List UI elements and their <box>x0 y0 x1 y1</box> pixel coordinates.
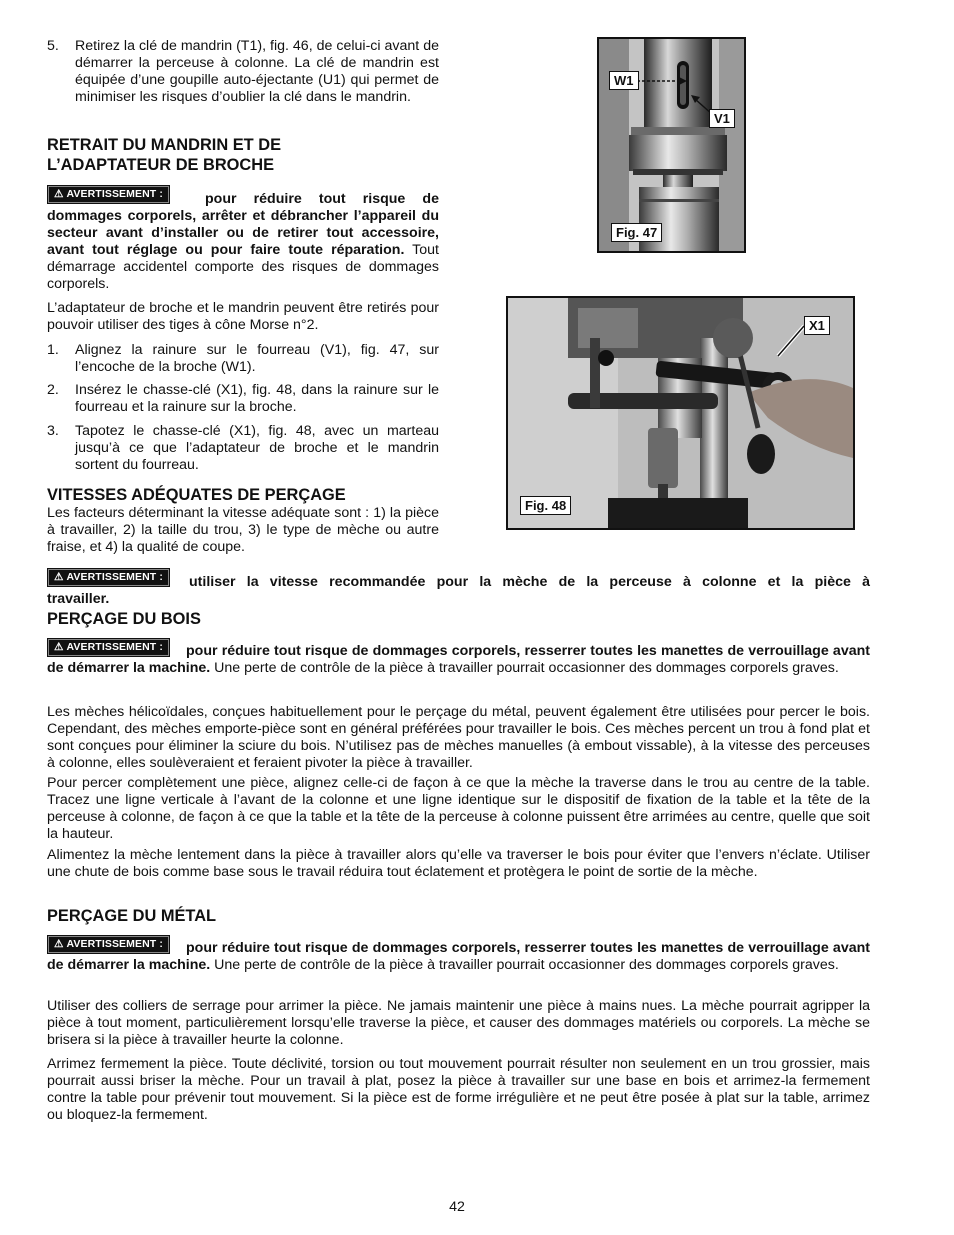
metal-paragraph-1: Utiliser des colliers de serrage pour arrimer la pièce. Ne jamais maintenir une pièce à mains nues. La mèche pourrait agripper la pièce à tout moment, particulièrement lorsqu’elle traverse la pièce, et causer des dommages matériels ou corporels. La mèche se brisera si la pièce à travailler heurte la colonne. <box>47 998 870 1048</box>
step-text: Retirez la clé de mandrin (T1), fig. 46, de celui-ci avant de démarrer la perceuse à colonne. La clé de mandrin est équipée d’une goupille auto-éjectante (U1) qui permet de minimiser les risques d’oublier la clé dans le mandrin. <box>75 38 439 105</box>
leader-line <box>508 298 853 528</box>
figure-48 <box>506 296 855 530</box>
heading-metal: PERÇAGE DU MÉTAL <box>47 907 217 925</box>
page-number: 42 <box>449 1199 465 1215</box>
warning-plain-text: Une perte de contrôle de la pièce à travailler pourrait occasionner des dommages corporels graves. <box>210 957 839 973</box>
figure-label: Fig. 47 <box>611 223 662 242</box>
warning-bold-text: dommages corporels, arrêter et débrancher l’appareil du secteur avant d’installer ou de retirer tout accessoire, avant tout réglage ou pour faire toute réparation. <box>47 208 439 258</box>
warning-badge <box>47 935 170 954</box>
warning-label: AVERTISSEMENT : <box>66 188 163 200</box>
step-3 <box>47 423 439 475</box>
heading-retrait <box>47 135 439 175</box>
warning-badge <box>47 638 170 657</box>
warning-bold-text: utiliser la vitesse recommandée pour la mèche de la perceuse à colonne et la pièce à travailler. <box>47 574 870 607</box>
step-text: Alignez la rainure sur le fourreau (V1), fig. 47, sur l’encoche de la broche (W1). <box>75 342 439 375</box>
warning-bold-text: pour réduire tout risque de dommages corporels, resserrer toutes les manettes de verrouillage avant de démarrer la machine. <box>47 940 870 973</box>
warning-text-line1: pour réduire tout risque de <box>205 191 439 207</box>
figure-47 <box>597 37 746 253</box>
metal-paragraph-2: Arrimez fermement la pièce. Toute déclivité, torsion ou tout mouvement pourrait résulter non seulement en un trou grossier, mais pourrait aussi briser la mèche. Pour un travail à plat, posez la pièce à travailler sur une base en bois et arrimez-la fermement contre la table pour prévenir tout mouvement. Si la pièce est de forme irrégulière et ne peut être posée à plat sur la table, arrimez ou bloquez-la fermement. <box>47 1056 870 1123</box>
warning-label: AVERTISSEMENT : <box>66 641 163 653</box>
adapter-paragraph: L’adaptateur de broche et le mandrin peuvent être retirés pour pouvoir utiliser des tiges à cône Morse n°2. <box>47 300 439 333</box>
bois-paragraph-1: Les mèches hélicoïdales, conçues habituellement pour le perçage du métal, peuvent également être utilisées pour percer le bois. Cependant, des mèches emporte-pièce sont en général préférées pour travailler le bois. Ces mèches percent un trou à fond plat et sont conçues pour éliminer la sciure du bois. N’utilisez pas de mèches manuelles (à embout vissable), à la vitesse des perceuses à colonne, elles soulèveraient et feraient pivoter la pièce à travailler. <box>47 704 870 771</box>
warning-block-2 <box>47 568 870 608</box>
heading-bois: PERÇAGE DU BOIS <box>47 610 201 628</box>
heading-vitesses: VITESSES ADÉQUATES DE PERÇAGE <box>47 486 346 504</box>
warning-plain-text: Une perte de contrôle de la pièce à travailler pourrait occasionner des dommages corporels graves. <box>210 660 839 676</box>
step-number: 1. <box>47 342 59 358</box>
step-text: Tapotez le chasse-clé (X1), fig. 48, avec un marteau jusqu’à ce que l’adaptateur de broche et le mandrin sortent du fourreau. <box>75 423 439 473</box>
warning-text <box>47 208 439 293</box>
callout-w1: W1 <box>609 71 639 90</box>
step-number: 3. <box>47 423 59 439</box>
heading-line: RETRAIT DU MANDRIN ET DE <box>47 136 282 154</box>
warning-badge <box>47 185 170 204</box>
warning-bold-text: pour réduire tout risque de dommages corporels, resserrer toutes les manettes de verrouillage avant de démarrer la machine. <box>47 643 870 676</box>
step-text: Insérez le chasse-clé (X1), fig. 48, dans la rainure sur le fourreau et la rainure sur la broche. <box>75 382 439 415</box>
step-number: 5. <box>47 38 59 54</box>
warning-triangle-icon: ⚠ <box>54 571 64 583</box>
step-2 <box>47 382 439 416</box>
figure-label: Fig. 48 <box>520 496 571 515</box>
warning-label: AVERTISSEMENT : <box>66 571 163 583</box>
warning-block-3 <box>47 638 870 677</box>
callout-v1: V1 <box>709 109 735 128</box>
bois-paragraph-2: Pour percer complètement une pièce, alignez celle-ci de façon à ce que la mèche la traverse dans le trou au centre de la table. Tracez une ligne verticale à l’avant de la colonne et une ligne identique sur le dispositif de fixation de la table et la tête de la perceuse à colonne, de façon à ce que la table et la tête de la perceuse à colonne puissent être arrimées au centre, quelle que soit la hauteur. <box>47 775 870 842</box>
callout-x1: X1 <box>804 316 830 335</box>
bois-paragraph-3: Alimentez la mèche lentement dans la pièce à travailler alors qu’elle va traverser le bois pour éviter que l’envers n’éclate. Utiliser une chute de bois comme base sous le travail réduira tout éclatement et protègera le point de sortie de la mèche. <box>47 847 870 880</box>
warning-text <box>47 940 870 974</box>
warning-block-4 <box>47 935 870 974</box>
step-5 <box>47 38 439 124</box>
warning-text <box>47 643 870 677</box>
warning-badge <box>47 568 170 587</box>
vitesses-paragraph: Les facteurs déterminant la vitesse adéquate sont : 1) la pièce à travailler, 2) la taille du trou, 3) le type de mèche ou autre fraise, et 4) la qualité de coupe. <box>47 505 439 555</box>
warning-triangle-icon: ⚠ <box>54 641 64 653</box>
warning-plain-text: Tout démarrage accidentel comporte des risques de dommages corporels. <box>47 242 439 292</box>
warning-triangle-icon: ⚠ <box>54 188 64 200</box>
heading-line: L’ADAPTATEUR DE BROCHE <box>47 156 275 174</box>
warning-triangle-icon: ⚠ <box>54 938 64 950</box>
warning-text <box>47 574 870 608</box>
warning-block-1 <box>47 186 439 293</box>
warning-label: AVERTISSEMENT : <box>66 938 163 950</box>
step-number: 2. <box>47 382 59 398</box>
step-1 <box>47 342 439 376</box>
